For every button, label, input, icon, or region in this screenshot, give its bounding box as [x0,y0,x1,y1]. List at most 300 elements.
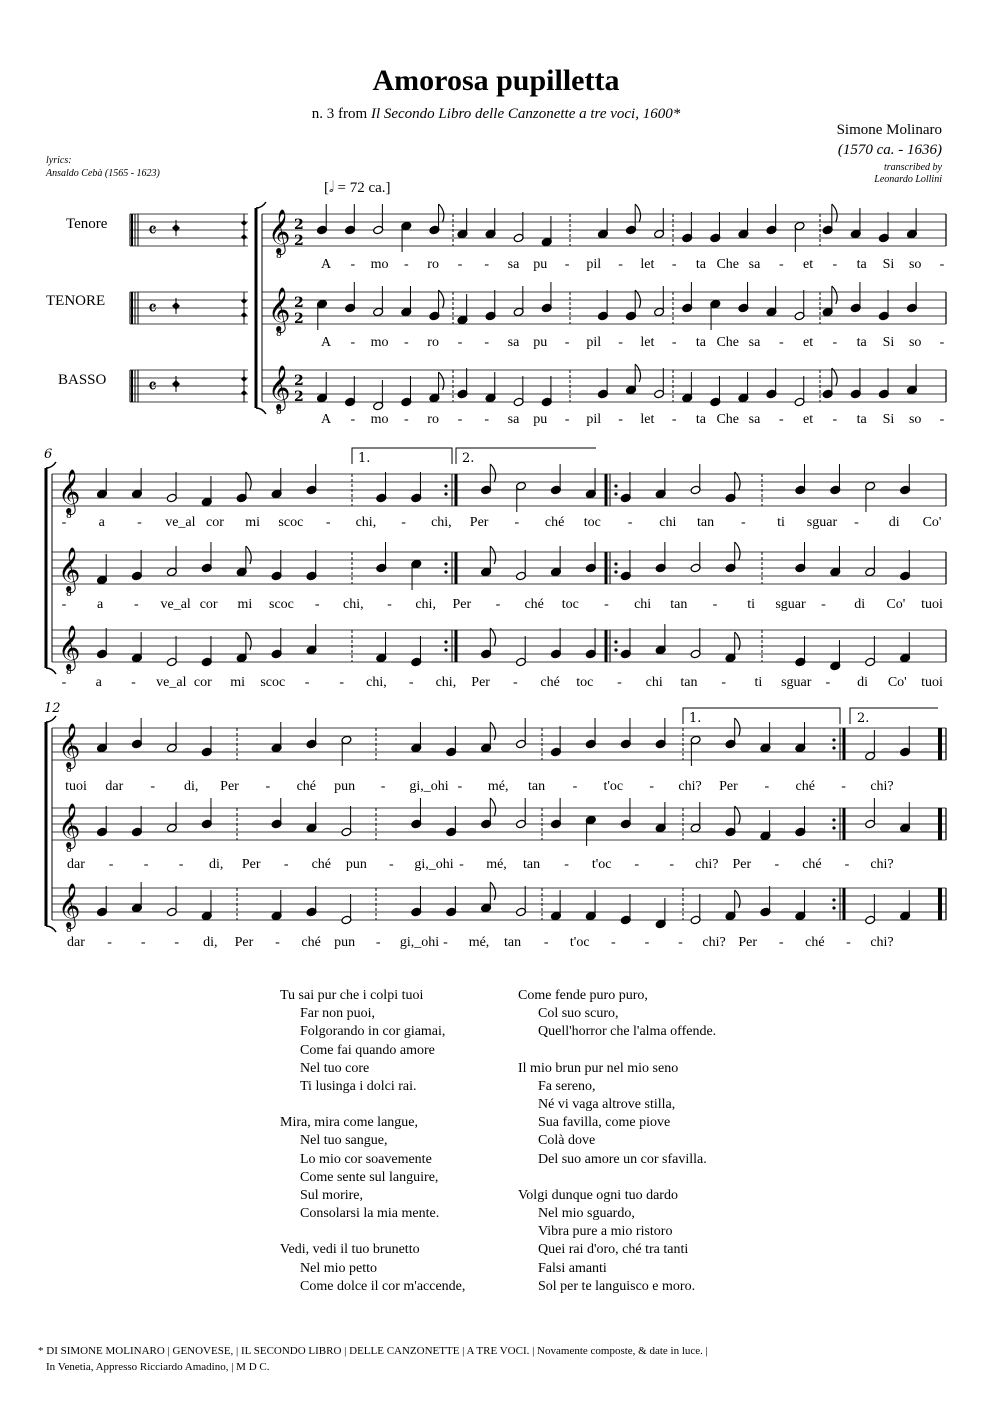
system-bracket [46,926,56,932]
lyric-syllable: - [457,257,463,272]
repeat-dot [444,570,447,573]
lyric-syllable: gi,_ohi [414,857,454,872]
lyric-syllable: - [350,412,356,427]
note-flag [635,290,640,308]
poem-line: Ti lusinga i dolci rai. [300,1079,417,1095]
lyric-syllable: - [778,335,784,350]
incipit-note [241,312,247,318]
lyric-syllable: - [404,257,409,272]
lyric-syllable: mo [370,335,389,350]
repeat-dot [832,826,835,829]
lyric-syllable: Per [471,675,490,690]
lyric-syllable: - [495,597,501,612]
lyric-syllable: ché [805,935,825,950]
lyric-syllable: - [443,935,448,950]
lyric-syllable: - [174,935,180,950]
lyric-syllable: - [832,335,838,350]
lyric-syllable: ta [856,335,867,350]
system-bracket [46,668,56,674]
note-flag [635,364,640,382]
lyric-syllable: chi, [355,515,377,530]
lyric-syllable: - [939,335,945,350]
time-signature-bottom: 2 [294,389,304,405]
measure-number: 12 [44,701,61,716]
poem-line: Nel tuo core [300,1060,370,1076]
lyric-syllable: - [61,597,67,612]
lyric-syllable: - [143,857,149,872]
lyric-syllable: scoc [260,675,286,690]
lyric-syllable: - [618,335,623,350]
note-flag [735,718,740,736]
lyric-syllable: ché [544,515,565,530]
repeat-dot [614,484,617,487]
lyric-syllable: - [764,779,770,794]
lyric-syllable: mi [245,515,261,530]
volta-bracket-2 [456,448,596,464]
repeat-dot [614,562,617,565]
repeat-dot [832,818,835,821]
lyric-syllable: chi? [870,935,894,950]
lyric-syllable: et [803,335,814,350]
lyric-syllable: - [375,935,381,950]
poem-line: Nel tuo sangue, [300,1133,388,1149]
lyric-syllable: ta [695,335,706,350]
lyric-syllable: chi? [702,935,726,950]
treble-clef-icon: 𝄞 [268,209,291,253]
volta-label-1: 1. [689,711,702,726]
time-signature-top: 2 [294,295,304,311]
lyric-syllable: Co' [887,675,907,690]
note-flag [490,798,495,816]
lyric-syllable: chi [659,515,677,530]
lyric-syllable: gi,_ohi [409,779,449,794]
lyric-syllable: chi? [870,857,894,872]
lyric-syllable: t'oc [569,935,590,950]
poem-line: Lo mio cor soavemente [300,1151,432,1167]
poem-line: Falsi amanti [538,1260,607,1276]
repeat-dot [832,906,835,909]
incipit-note [241,390,247,396]
lyric-syllable: tan [523,857,541,872]
lyric-syllable: scoc [278,515,304,530]
lyric-syllable: tuoi [65,779,87,794]
treble-clef-icon: 𝄞 [268,365,291,409]
lyric-syllable: sguar [781,675,812,690]
lyric-syllable: so [908,257,922,272]
lyric-syllable: A [320,257,332,272]
volta-label-1: 1. [358,451,371,466]
lyric-syllable: toc [583,515,601,530]
treble-clef-icon: 𝄞 [58,803,81,847]
lyric-syllable: ché [301,935,321,950]
treble-clef-icon: 𝄞 [58,883,81,927]
lyric-syllable: pu [533,335,548,350]
lyric-syllable: - [459,857,464,872]
poem-line: Come fai quando amore [300,1042,435,1058]
subtitle-prefix: n. 3 from [311,106,371,122]
lyric-syllable: et [803,257,814,272]
note-flag [490,628,495,646]
lyric-syllable: Si [882,257,895,272]
lyric-syllable: ché [296,779,316,794]
lyricist-name: Ansaldo Cebà (1565 - 1623) [46,168,160,179]
lyric-syllable: ro [427,335,439,350]
octave-mark: 8 [66,845,72,855]
poem-line: Quei rai d'oro, ché tra tanti [538,1242,689,1258]
lyric-syllable: - [150,779,156,794]
lyric-syllable: t'oc [603,779,624,794]
poem-line: Quell'horror che l'alma offende. [538,1024,717,1040]
lyric-syllable: Per [234,935,254,950]
lyric-syllable: - [644,935,650,950]
lyric-syllable: sa [507,412,520,427]
incipit-note [241,298,247,304]
tempo-marking: [𝅗𝅥 = 72 ca.] [324,180,391,196]
note-flag [490,722,495,740]
lyric-syllable: Per [732,857,752,872]
lyric-syllable: Per [469,515,489,530]
volta-label-2: 2. [857,711,870,726]
footnote-line-2: In Venetia, Appresso Ricciardo Amadino, | M D C. [46,1361,270,1373]
lyric-syllable: - [617,675,622,690]
lyric-syllable: - [457,779,463,794]
lyric-syllable: Si [882,412,895,427]
note-flag [439,290,444,308]
composer-name: Simone Molinaro [836,122,942,138]
lyric-syllable: sguar [775,597,806,612]
treble-clef-icon: 𝄞 [58,625,81,669]
lyric-syllable: - [832,257,838,272]
treble-clef-icon: 𝄞 [58,469,81,513]
octave-mark: 8 [276,251,282,261]
lyric-syllable: sa [748,412,761,427]
lyric-syllable: - [564,857,569,872]
note-flag [490,546,495,564]
poem-line: Col suo scuro, [538,1006,619,1022]
repeat-dot [614,640,617,643]
lyric-syllable: scoc [269,597,294,612]
lyric-syllable: t'oc [591,857,612,872]
lyric-syllable: ve_al [156,675,187,690]
lyric-syllable: cor [206,515,224,530]
lyric-syllable: - [841,779,846,794]
lyric-syllable: so [908,412,922,427]
lyric-syllable: - [387,597,392,612]
lyric-syllable: ve_al [160,597,191,612]
lyric-syllable: ché [311,857,332,872]
lyric-syllable: - [61,675,67,690]
incipit-note [241,234,247,240]
stanza-gap [518,1042,716,1060]
poem-line: Sol per te languisco e moro. [538,1278,696,1294]
lyric-syllable: tan [528,779,546,794]
poem-line: Volgi dunque ogni tuo dardo [518,1187,678,1203]
lyric-syllable: - [778,935,784,950]
octave-mark: 8 [66,925,72,935]
lyric-syllable: - [610,935,616,950]
lyric-syllable: - [846,935,851,950]
poem-line: Mira, mira come langue, [280,1115,419,1131]
lyric-syllable: chi [645,675,663,690]
lyric-syllable: tan [680,675,698,690]
poem-line: Né vi vaga altrove stilla, [538,1097,676,1113]
note-flag [735,632,740,650]
lyric-syllable: tan [504,935,522,950]
lyric-syllable: ta [856,257,867,272]
lyric-syllable: Che [716,412,740,427]
measure-number: 6 [44,447,53,462]
common-time-icon: 𝄴 [148,218,157,242]
note-flag [635,204,640,222]
lyric-syllable: dar [105,779,124,794]
poem-line: Far non puoi, [300,1006,376,1022]
lyric-syllable: - [108,857,114,872]
transcriber-name: Leonardo Lollini [874,174,942,185]
lyric-syllable: - [825,675,831,690]
lyric-syllable: - [275,935,280,950]
note-flag [735,890,740,908]
lyric-syllable: - [774,857,780,872]
lyric-syllable: - [380,779,386,794]
lyric-syllable: Per [452,597,472,612]
note-flag [490,464,495,482]
octave-mark: 8 [276,407,282,417]
lyric-syllable: mi [237,597,253,612]
time-signature-top: 2 [294,217,304,233]
repeat-dot [614,570,617,573]
lyric-syllable: - [778,412,784,427]
lyric-syllable: chi, [431,515,452,530]
lyric-syllable: - [543,935,549,950]
lyric-syllable: - [778,257,784,272]
lyric-syllable: ta [695,412,706,427]
lyric-syllable: cor [199,597,218,612]
lyric-syllable: - [484,412,490,427]
lyric-syllable: a [97,597,104,612]
transcriber-label: transcribed by [883,162,942,173]
repeat-dot [444,640,447,643]
poem-line: Come dolce il cor m'accende, [300,1278,466,1294]
lyric-syllable: - [844,857,850,872]
lyric-syllable: - [107,935,112,950]
lyric-syllable: sa [507,335,520,350]
lyric-syllable: - [304,675,310,690]
lyric-syllable: di, [183,779,199,794]
lyric-syllable: chi? [678,779,702,794]
lyric-syllable: Che [716,257,740,272]
system-bracket [46,462,56,468]
lyric-syllable: - [712,597,718,612]
lyric-syllable: - [821,597,826,612]
octave-mark: 8 [66,667,72,677]
lyric-syllable: let [640,257,655,272]
lyric-syllable: - [484,257,490,272]
lyric-syllable: - [627,515,633,530]
lyric-syllable: mé, [486,857,507,872]
lyric-syllable: di, [203,935,218,950]
treble-clef-icon: 𝄞 [58,723,81,767]
lyric-syllable: di, [208,857,224,872]
lyric-syllable: chi, [415,597,436,612]
poem-line: Sul morire, [300,1188,363,1204]
voice-label-tenore-2: TENORE [46,293,106,309]
note-flag [246,632,251,650]
lyricist-label: lyrics: [46,155,72,166]
lyric-syllable: chi [634,597,652,612]
lyric-syllable: toc [561,597,579,612]
lyric-syllable: mo [370,257,389,272]
lyric-syllable: chi, [343,597,364,612]
poem-line: Vibra pure a mio ristoro [538,1224,673,1240]
lyric-syllable: a [95,675,102,690]
lyric-syllable: - [564,257,570,272]
common-time-icon: 𝄴 [148,296,157,320]
poem-line: Consolarsi la mia mente. [300,1206,440,1222]
lyric-syllable: chi? [695,857,719,872]
lyric-syllable: - [457,412,463,427]
lyric-syllable: - [457,335,463,350]
poem-line: Tu sai pur che i colpi tuoi [280,988,424,1003]
volta-label-2: 2. [462,451,475,466]
lyric-syllable: - [634,857,640,872]
lyric-syllable: pun [334,779,356,794]
lyric-syllable: - [404,412,409,427]
lyric-syllable: sa [507,257,520,272]
lyric-syllable: sa [748,335,761,350]
lyric-syllable: di [857,675,868,690]
time-signature-top: 2 [294,373,304,389]
lyric-syllable: chi, [435,675,457,690]
lyric-syllable: ve_al [165,515,196,530]
repeat-dot [444,484,447,487]
repeat-dot [444,492,447,495]
lyric-syllable: - [178,857,184,872]
lyric-syllable: let [640,335,655,350]
incipit-note [241,376,247,382]
lyric-syllable: - [564,412,570,427]
octave-mark: 8 [276,329,282,339]
lyric-syllable: - [404,335,409,350]
lyric-syllable: a [98,515,105,530]
lyric-syllable: - [939,412,945,427]
lyric-syllable: mé, [487,779,509,794]
lyric-syllable: Per [719,779,738,794]
poem-line: Folgorando in cor giamai, [300,1024,446,1040]
poem-line: Del suo amore un cor sfavilla. [538,1151,707,1167]
lyric-syllable: - [649,779,655,794]
lyric-syllable: tuoi [921,597,943,612]
lyric-syllable: - [131,675,136,690]
repeat-dot [614,492,617,495]
poem-line: Vedi, vedi il tuo brunetto [280,1242,420,1258]
voice-label-tenore: Tenore [66,216,108,232]
note-flag [735,472,740,490]
lyric-syllable: tuoi [921,675,943,690]
lyric-syllable: A [320,412,332,427]
lyric-syllable: - [140,935,146,950]
lyric-syllable: - [618,412,623,427]
lyric-syllable: - [408,675,414,690]
poem-line: Come fende puro puro, [518,988,648,1003]
repeat-dot [832,738,835,741]
lyric-syllable: - [618,257,623,272]
poem-line: Colà dove [538,1133,596,1149]
lyric-syllable: - [325,515,331,530]
poem-line: Il mio brun pur nel mio seno [518,1060,679,1076]
note-flag [832,204,837,222]
lyric-syllable: pil [586,257,602,272]
note-flag [490,882,495,900]
octave-mark: 8 [66,765,72,775]
octave-mark: 8 [66,589,72,599]
lyric-syllable: pil [586,412,602,427]
lyric-syllable: - [350,257,356,272]
lyric-syllable: - [671,412,677,427]
volta-bracket-1 [683,708,840,724]
lyric-syllable: A [320,335,332,350]
lyric-syllable: mé, [468,935,490,950]
footnote-line-1: * DI SIMONE MOLINARO | GENOVESE, | IL SECONDO LIBRO | DELLE CANZONETTE | A TRE VOCI. | Novamente composte, & date in luce. | [38,1345,708,1357]
lyric-syllable: di [888,515,900,530]
lyric-syllable: - [283,857,289,872]
lyric-syllable: pu [533,412,548,427]
lyric-syllable: - [939,257,945,272]
note-flag [246,546,251,564]
subtitle-work: Il Secondo Libro delle Canzonette a tre voci, 1600* [370,106,681,122]
repeat-dot [832,746,835,749]
lyric-syllable: - [721,675,726,690]
lyric-syllable: Co' [922,515,942,530]
repeat-dot [832,898,835,901]
page-title: Amorosa pupilletta [372,64,620,97]
note-flag [439,204,444,222]
repeat-dot [444,562,447,565]
lyric-syllable: ché [524,597,544,612]
lyric-syllable: pil [586,335,602,350]
treble-clef-icon: 𝄞 [58,547,81,591]
lyric-syllable: pu [533,257,548,272]
common-time-icon: 𝄴 [148,374,157,398]
lyric-syllable: dar [67,857,85,872]
lyric-syllable: - [572,779,578,794]
lyric-syllable: chi, [366,675,387,690]
lyric-syllable: Co' [886,597,906,612]
lyric-syllable: - [514,515,520,530]
octave-mark: 8 [66,511,72,521]
lyric-syllable: ro [427,257,439,272]
system-bracket [256,408,266,414]
lyric-syllable: - [137,515,142,530]
lyric-syllable: - [265,779,271,794]
lyric-syllable: - [513,675,518,690]
lyric-syllable: tan [670,597,688,612]
note-flag [439,372,444,390]
lyric-syllable: sa [748,257,761,272]
lyric-syllable: ti [747,597,756,612]
voice-label-basso: BASSO [58,372,107,388]
lyric-syllable: - [564,335,570,350]
lyric-syllable: dar [67,935,85,950]
time-signature-bottom: 2 [294,233,304,249]
note-flag [735,542,740,560]
lyric-syllable: Per [241,857,261,872]
lyric-syllable: sguar [806,515,838,530]
lyric-syllable: ché [795,779,815,794]
lyric-syllable: toc [576,675,594,690]
system-bracket [256,202,266,208]
lyric-syllable: di [854,597,866,612]
lyric-syllable: - [133,597,139,612]
